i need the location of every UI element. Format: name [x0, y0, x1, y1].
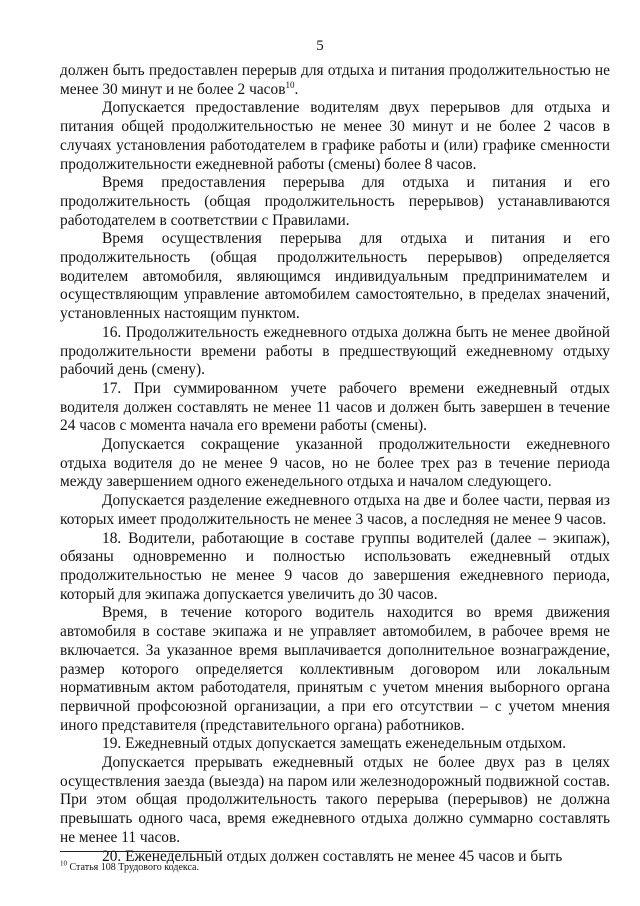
paragraph-clause-16: 16. Продолжительность ежедневного отдыха должна быть не менее двойной продолжительности времени работы в предшествующий ежедневному отдыху рабочий день (смену).	[60, 323, 610, 379]
paragraph-clause-19: 19. Ежедневный отдых допускается замещать еженедельным отдыхом.	[102, 735, 567, 753]
page-number: 5	[316, 38, 324, 54]
footnote-text: Статья 108 Трудового кодекса.	[69, 862, 199, 873]
footnote-divider	[60, 851, 212, 852]
paragraph: Допускается прерывать ежедневный отдых не более двух раз в целях осуществления заезда (выезда) на паром или железнодорожный подвижной состав. При этом общая продолжительность такого перерыва (перерывов) не должна превышать одного часа, время ежедневного отдыха должно суммарно составлять не менее 11 часов.	[60, 754, 610, 846]
paragraph: Допускается сокращение указанной продолжительности ежедневного отдыха водителя до не менее 9 часов, но не более трех раз в течение периода между завершением одного еженедельного отдыха и началом следующего.	[60, 436, 610, 491]
paragraph: Время осуществления перерыва для отдыха и питания и его продолжительность (общая продолжительность перерывов) определяется водителем автомобиля, являющимся индивидуальным предпринимателем и осуществляющим управление автомобилем самостоятельно, в пределах значений, установленных настоящим пунктом.	[60, 230, 610, 323]
footnote-reference: 10	[285, 79, 295, 90]
paragraph-clause-18: 18. Водители, работающие в составе группы водителей (далее – экипаж), обязаны одновременно и полностью использовать ежедневный отдых продолжительностью не менее 9 часов до завершения ежедневного периода, который для экипажа допускается увеличить до 30 часов.	[60, 529, 610, 603]
paragraph-text: должен быть предоставлен перерыв для отдыха и питания продолжительностью не менее 30 минут и не более 2 часов	[60, 62, 610, 98]
paragraph: Время, в течение которого водитель находится во время движения автомобиля в составе экипажа и не управляет автомобилем, в рабочее время не включается. За указанное время выплачивается дополнительное вознаграждение, размер которого определяется коллективным договором или локальным нормативным актом работодателя, принятым с учетом мнения выборного органа первичной профсоюзной организации, а при его отсутствии – с учетом мнения иного представителя (представительного органа) работников.	[60, 604, 610, 734]
paragraph: Допускается разделение ежедневного отдыха на две и более части, первая из которых имеет продолжительность не менее 3 часов, а последняя не менее 9 часов.	[60, 492, 610, 528]
document-body	[60, 62, 610, 866]
paragraph: Допускается предоставление водителям двух перерывов для отдыха и питания общей продолжительностью не менее 30 минут и не более 2 часов в случаях установления работодателем в графике работы и (или) графике сменности продолжительности ежедневной работы (смены) более 8 часов.	[60, 99, 610, 173]
paragraph-clause-20: 20. Еженедельный отдых должен составлять не менее 45 часов и быть	[102, 847, 563, 865]
paragraph-continuation: должен быть предоставлен перерыв для отдыха и питания продолжительностью не менее 30 минут и не более 2 часов$^{10}$.	[60, 62, 610, 98]
paragraph: Время предоставления перерыва для отдыха и питания и его продолжительность (общая продолжительность перерывов) устанавливаются работодателем в соответствии с Правилами.	[60, 174, 610, 229]
footnote	[60, 859, 610, 874]
footnote-marker: 10	[60, 859, 67, 868]
paragraph-clause-17: 17. При суммированном учете рабочего времени ежедневный отдых водителя должен составлять не менее 11 часов и должен быть завершен в течение 24 часов с момента начала его времени работы (смены).	[60, 379, 610, 435]
